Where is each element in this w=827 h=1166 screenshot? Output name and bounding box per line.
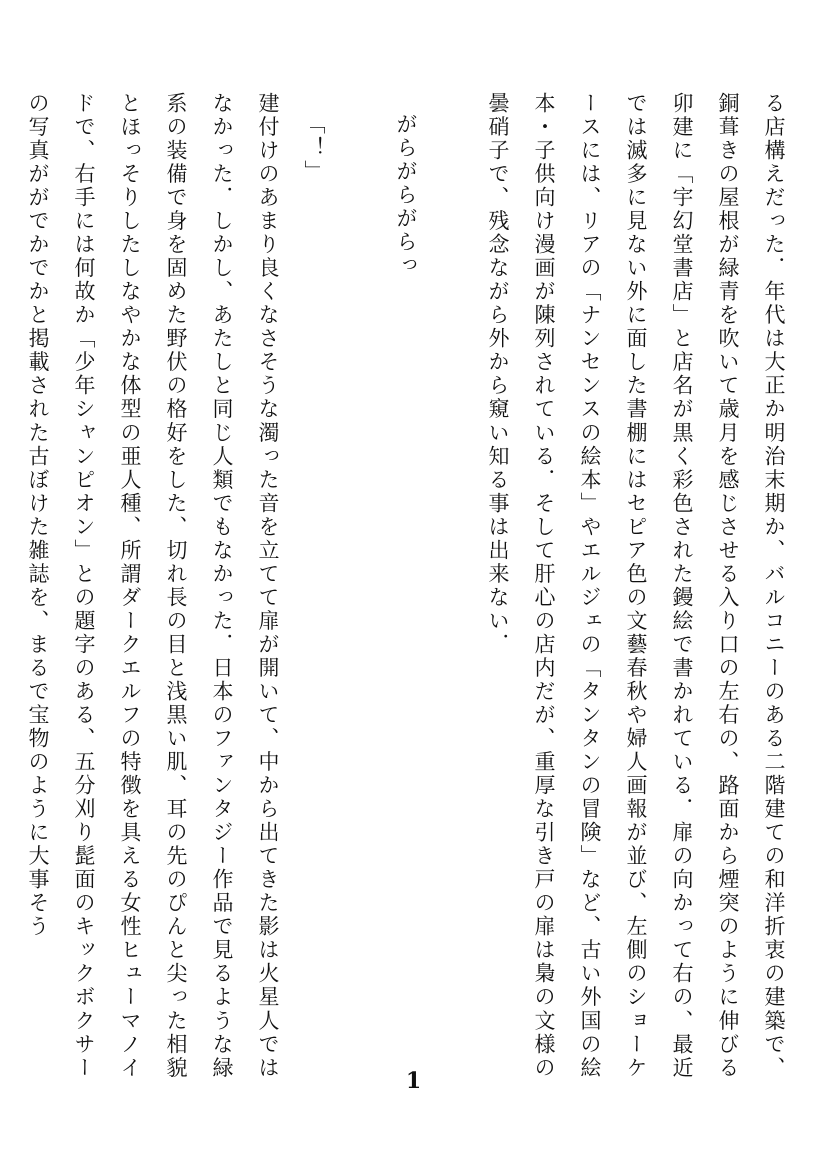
- paragraph-sound-effect: がらがらがらっ: [394, 113, 418, 278]
- paragraph-dark-elf-description: 建付けのあまり良くなさそうな濁った音を立てて扉が開いて、中から出てきた影は火星人ではなかった．しかし、あたしと同じ人類でもなかった．日本のファンタジー作品で見るような緑系の装備で身を固めた野伏の格好をした、切れ長の目と浅黒い肌、耳の先のぴんと尖った相貌とほっそりしたしなやかな体型の亜人種、所謂ダークエルフの特徴を具える女性ヒューマノイドで、右手には何故か「少年シャンピオン」との題字のある、五分刈り髭面のキックボクサーの写真ががでかでかと掲載された古ぼけた雑誌を、まるで宝物のように大事そう: [26, 92, 280, 1080]
- paragraph-exclamation: 「！」: [302, 113, 326, 184]
- blank-line: [429, 92, 475, 93]
- page-number: 1: [405, 1068, 422, 1094]
- paragraph-shop-description: る店構えだった．年代は大正か明治末期か、バルコニーのある二階建ての和洋折衷の建築で、銅葺きの屋根が緑青を吹いて歳月を感じさせる入り口の左右の、路面から煙突のように伸びる卯建に「宇幻堂書店」と店名が黒く彩色された鏝絵で書かれている．扉の向かって右の、最近では滅多に見ない外に面した書棚にはセピア色の文藝春秋や婦人画報が並び、左側のショーケースには、リアの「ナンセンスの絵本」やエルジェの「タンタンの冒険」など、古い外国の絵本・子供向け漫画が陳列されている．そして肝心の店内だが、重厚な引き戸の扉は梟の文様の曇硝子で、残念ながら外から窺い知る事は出来ない．: [486, 92, 786, 1080]
- blank-line: [337, 92, 383, 93]
- vertical-text-body: [15, 92, 797, 1082]
